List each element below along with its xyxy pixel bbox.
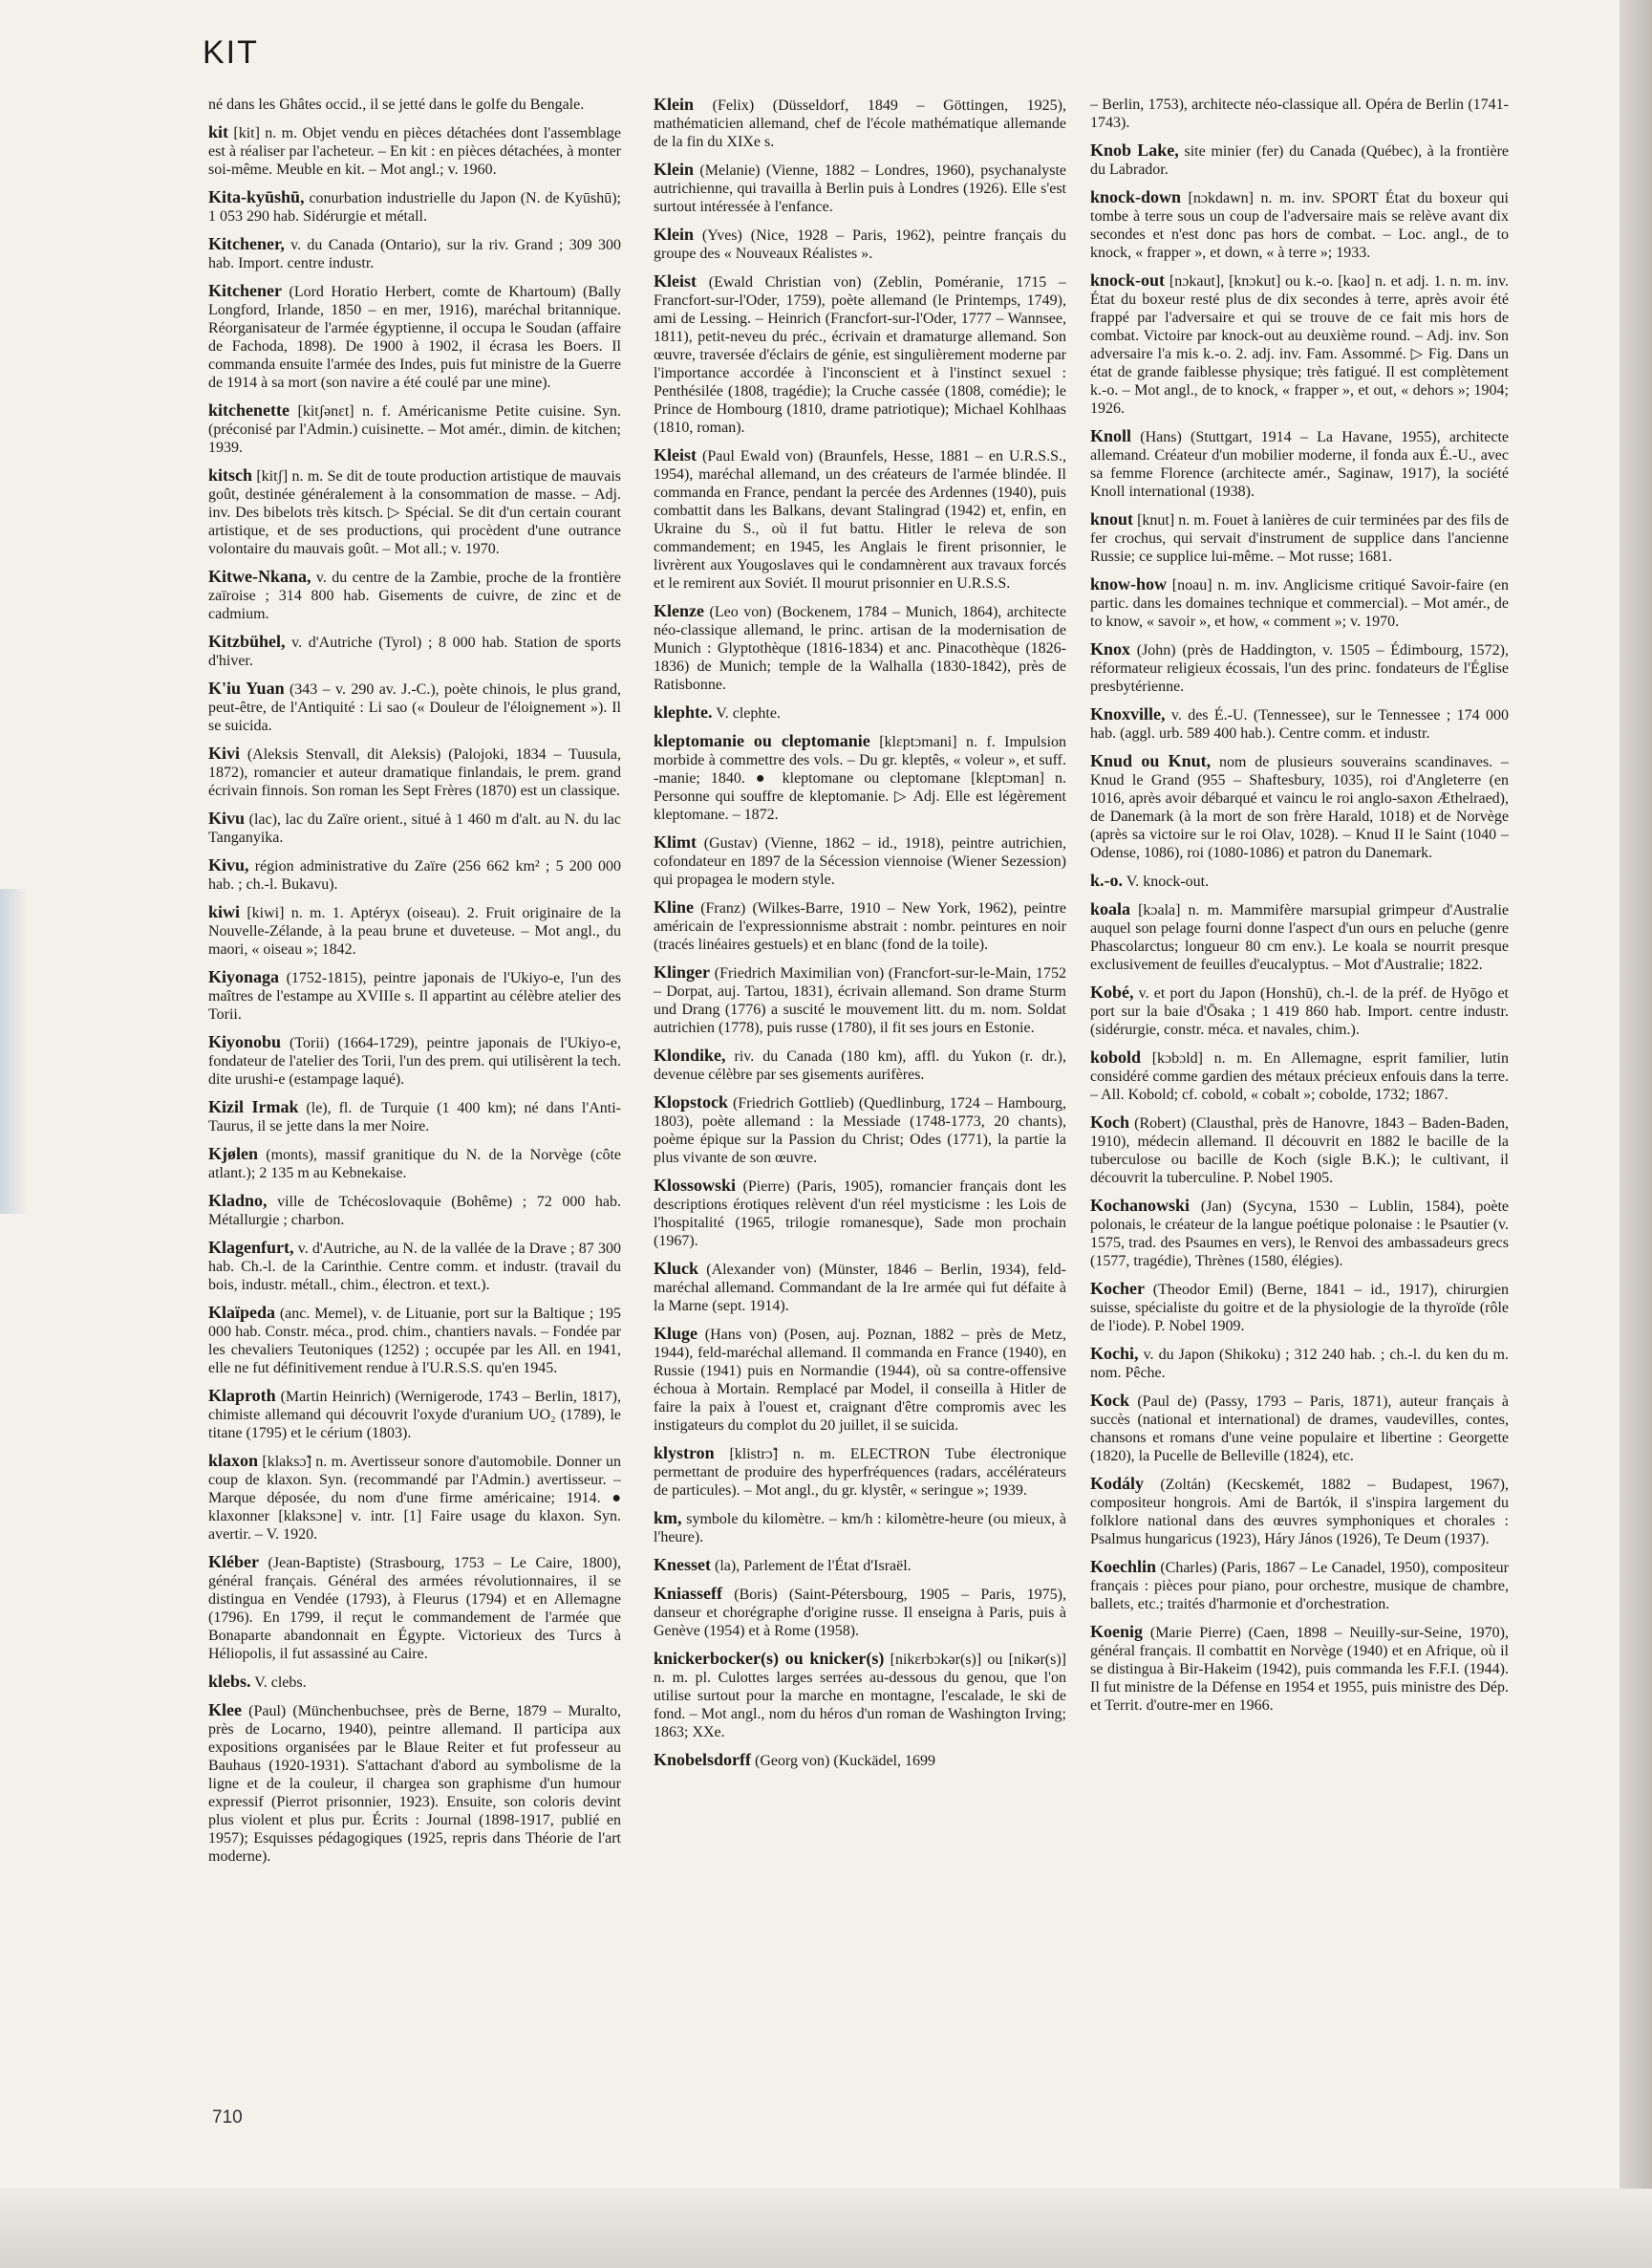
entry-text: symbole du kilomètre. – km/h : kilomètre-heure (ou mieux, à l'heure).	[654, 1511, 1066, 1545]
entry-headword: kobold	[1090, 1048, 1142, 1067]
entry-text: [kitʃ] n. m. Se dit de toute production artistique de mauvais goût, destinée généralement à la consommation de masse. – Adj. inv. Des bibelots très kitsch. ▷ Spécial. Se dit d'un certain courant artistique, et de ses productions, qui procèdent d'une outrance volontaire du mauvais goût. – Mot all.; v. 1970.	[208, 468, 621, 557]
dictionary-entry	[1090, 1048, 1509, 1104]
entry-text: V. knock-out.	[1126, 874, 1210, 890]
entry-text: région administrative du Zaïre (256 662 km² ; 5 200 000 hab. ; ch.-l. Bukavu).	[208, 858, 621, 893]
entry-headword: Kivu	[208, 809, 246, 828]
dictionary-entry	[654, 226, 1066, 263]
entry-headword: Kochanowski	[1090, 1196, 1191, 1215]
dictionary-entry	[1090, 983, 1509, 1039]
dictionary-entry	[654, 898, 1066, 954]
entry-text: v. du centre de la Zambie, proche de la frontière zaïroise ; 314 800 hab. Gisements de cuivre, de zinc et de cadmium.	[208, 570, 621, 622]
entry-text: [nɔkdawn] n. m. inv. SPORT État du boxeur qui tombe à terre sous un coup de l'adversaire mais se relève avant dix secondes et n'est donc pas hors de combat. – Loc. angl., de to knock, « frapper », et down, « à terre »; 1933.	[1090, 190, 1509, 261]
entry-text: [noau] n. m. inv. Anglicisme critiqué Savoir-faire (en partic. dans les domaines technique et commercial). – Mot amér., de to know, « savoir », et how, « comment »; v. 1970.	[1090, 577, 1509, 630]
entry-text: – Berlin, 1753), architecte néo-classique all. Opéra de Berlin (1741-1743).	[1090, 97, 1509, 131]
entry-text: (Felix) (Düsseldorf, 1849 – Göttingen, 1925), mathématicien allemand, chef de l'école mathématique allemande de la fin du XIXe s.	[654, 97, 1066, 150]
dictionary-entry	[208, 1673, 621, 1692]
dictionary-entry	[208, 96, 621, 114]
entry-text: (343 – v. 290 av. J.-C.), poète chinois, le plus grand, peut-être, de l'Antiquité : Li sao (« Douleur de l'éloignement »). Il se suicida.	[208, 681, 621, 734]
dictionary-entry	[654, 1509, 1066, 1546]
entry-text: v. d'Autriche, au N. de la vallée de la Drave ; 87 300 hab. Ch.-l. de la Carinthie. Centre comm. et industr. (travail du bois, industr. métall., chim., électron. et text.).	[208, 1241, 621, 1293]
entry-text: (John) (près de Haddington, v. 1505 – Édimbourg, 1572), réformateur religieux écossais, l'un des princ. fondateurs de l'Église presbytérienne.	[1090, 642, 1509, 695]
entry-headword: Kocher	[1090, 1279, 1145, 1298]
entry-text: v. d'Autriche (Tyrol) ; 8 000 hab. Station de sports d'hiver.	[208, 635, 621, 669]
column-1	[208, 96, 621, 2103]
entry-headword: Knoll	[1090, 426, 1132, 445]
entry-text: (Paul de) (Passy, 1793 – Paris, 1871), auteur français à succès (national et international) de drames, vaudevilles, contes, chansons et romans d'une veine populaire et libertine : Georgette (1820), la Pucelle de Belleville (1824), etc.	[1090, 1393, 1509, 1464]
entry-headword: Knobelsdorff	[654, 1750, 752, 1769]
entry-text: v. du Canada (Ontario), sur la riv. Grand ; 309 300 hab. Import. centre industr.	[208, 237, 621, 271]
entry-text: V. clebs.	[254, 1674, 307, 1691]
entry-headword: kitchenette	[208, 400, 290, 420]
entry-text: [kit] n. m. Objet vendu en pièces détachées dont l'assemblage est à réaliser par l'acheteur. – En kit : en pièces détachées, à monter soi-même. Meuble en kit. – Mot angl.; v. 1960.	[208, 125, 621, 178]
column-3	[1090, 96, 1509, 2103]
entry-headword: Klinger	[654, 962, 710, 982]
dictionary-entry	[654, 703, 1066, 723]
dictionary-entry	[208, 745, 621, 800]
dictionary-entry	[654, 1093, 1066, 1167]
entry-headword: Kladno,	[208, 1191, 268, 1210]
entry-headword: Kniasseff	[654, 1584, 722, 1603]
dictionary-entry	[654, 1325, 1066, 1435]
entry-text: nom de plusieurs souverains scandinaves. – Knud le Grand (955 – Shaftesbury, 1035), roi d'Angleterre (en 1016, après avoir débarqué et vaincu le roi anglo-saxon Æthelraed), de Danemark (à la mort de son frère Harald, 1018) et de Norvège (après sa victoire sur le roi Olav, 1028). – Knud II le Saint (1040 – Odense, 1086), roi (1080-1086) et patron du Danemark.	[1090, 754, 1509, 861]
entry-headword: Kluck	[654, 1259, 699, 1278]
entry-text: (Aleksis Stenvall, dit Aleksis) (Palojoki, 1834 – Tuusula, 1872), romancier et auteur dramatique finlandais, le prem. grand écrivain finnois. Son roman les Sept Frères (1870) est un classique.	[208, 746, 621, 799]
entry-text: v. du Japon (Shikoku) ; 312 240 hab. ; ch.-l. du ken du m. nom. Pêche.	[1090, 1347, 1509, 1381]
entry-headword: Knesset	[654, 1555, 711, 1574]
entry-headword: Kleist	[654, 445, 697, 464]
entry-headword: Knud ou Knut,	[1090, 751, 1212, 770]
entry-text: (Friedrich Maximilian von) (Francfort-sur-le-Main, 1752 – Dorpat, auj. Tartou, 1831), écrivain allemand. Son drame Sturm und Drang (1776) a suscité le mouvement litt. du m. nom. Soldat autrichien (1778), puis russe (1780), il fit ses jours en Estonie.	[654, 965, 1066, 1036]
entry-headword: K'iu Yuan	[208, 679, 285, 698]
entry-text: (monts), massif granitique du N. de la Norvège (côte atlant.); 2 135 m au Kebnekaise.	[208, 1147, 621, 1181]
entry-headword: Kivu,	[208, 855, 249, 875]
dictionary-entry	[1090, 705, 1509, 743]
entry-headword: Klondike,	[654, 1046, 726, 1065]
entry-headword: Klein	[654, 160, 695, 179]
dictionary-entry	[1090, 900, 1509, 974]
dictionary-entry	[208, 1553, 621, 1663]
entry-text: conurbation industrielle du Japon (N. de Kyūshū); 1 053 290 hab. Sidérurgie et métall.	[208, 190, 621, 225]
dictionary-entry	[1090, 1113, 1509, 1187]
entry-headword: Klagenfurt,	[208, 1238, 294, 1257]
dictionary-entry	[654, 833, 1066, 889]
entry-headword: klebs.	[208, 1672, 251, 1691]
entry-headword: Kitchener	[208, 281, 282, 300]
dictionary-entry	[208, 1452, 621, 1544]
dictionary-entry	[654, 1751, 1066, 1770]
entry-headword: Klopstock	[654, 1092, 729, 1112]
entry-headword: Kitwe-Nkana,	[208, 567, 311, 586]
entry-headword: kleptomanie ou cleptomanie	[654, 731, 870, 750]
dictionary-entry	[208, 1098, 621, 1135]
dictionary-entry	[654, 446, 1066, 593]
entry-text: [kɔala] n. m. Mammifère marsupial grimpeur d'Australie auquel son pelage fourni donne l'aspect d'un ours en peluche (genre Phascolarctus; longueur 80 cm env.). Le koala se nourrit presque exclusivement de feuilles d'eucalyptus. – Mot d'Australie; 1822.	[1090, 902, 1509, 973]
dictionary-entry	[1090, 1475, 1509, 1548]
dictionary-entry	[1090, 1558, 1509, 1613]
dictionary-entry	[1090, 271, 1509, 418]
entry-headword: k.-o.	[1090, 871, 1124, 890]
dictionary-entry	[208, 1239, 621, 1294]
entry-headword: klystron	[654, 1443, 715, 1462]
dictionary-entry	[1090, 188, 1509, 262]
entry-headword: Klossowski	[654, 1176, 737, 1195]
entry-headword: Kitzbühel,	[208, 632, 286, 651]
column-2	[654, 96, 1066, 2103]
entry-text: [knut] n. m. Fouet à lanières de cuir terminées par des fils de fer crochus, qui servait d'instrument de supplice dans l'ancienne Russie; ce supplice lui-même. – Mot russe; 1681.	[1090, 512, 1509, 565]
dictionary-entry	[208, 968, 621, 1024]
entry-text: (Boris) (Saint-Pétersbourg, 1905 – Paris, 1975), danseur et chorégraphe d'origine russe. Il enseigna à Paris, puis à Genève (1954) et à Rome (1958).	[654, 1587, 1066, 1639]
dictionary-entry	[208, 466, 621, 558]
entry-text: (Yves) (Nice, 1928 – Paris, 1962), peintre français du groupe des « Nouveaux Réalistes ».	[654, 227, 1066, 262]
dictionary-entry	[1090, 872, 1509, 891]
entry-headword: Knox	[1090, 639, 1131, 659]
entry-headword: Kjølen	[208, 1144, 258, 1163]
entry-headword: Kitchener,	[208, 234, 285, 253]
entry-headword: Kleist	[654, 271, 697, 291]
dictionary-entry	[1090, 1623, 1509, 1715]
entry-headword: Koechlin	[1090, 1557, 1157, 1576]
entry-text: (Paul) (Münchenbuchsee, près de Berne, 1879 – Muralto, près de Locarno, 1940), peintre allemand. Il participa aux expositions organisées par le Blaue Reiter et fut professeur au Bauhaus (1920-1931). S'attachant d'abord au symbolisme de la ligne et de la couleur, il chargea son graphisme d'un humour expressif (Pierrot prisonnier, 1923). Ensuite, son coloris devint plus violent et plus pur. Écrits : Journal (1898-1917, publié en 1957); Esquisses pédagogiques (1925, repris dans Théorie de l'art moderne).	[208, 1703, 621, 1865]
entry-text: (Leo von) (Bockenem, 1784 – Munich, 1864), architecte néo-classique allemand, le princ. artisan de la modernisation de Munich : Glyptothèque (1816-1834) et anc. Pinacothèque (1826-1836) de Munich; temple de la Walhalla (1830-1842), près de Ratisbonne.	[654, 604, 1066, 693]
entry-headword: klaxon	[208, 1451, 259, 1470]
entry-headword: Klenze	[654, 601, 704, 620]
entry-text: (Georg von) (Kuckädel, 1699	[755, 1753, 935, 1769]
entry-headword: Kochi,	[1090, 1344, 1139, 1363]
entry-text: [nɔkaut], [knɔkut] ou k.-o. [kao] n. et adj. 1. n. m. inv. État du boxeur resté plus de dix secondes à terre, après avoir été frappé par l'adversaire et qui se trouve de ce fait mis hors de combat. Victoire par knock-out au deuxième round. – Adj. inv. Son adversaire l'a mis k.-o. 2. adj. inv. Fam. Assommé. ▷ Fig. Dans un état de grande faiblesse physique; très fatigué. Il est complètement k.-o. – Mot angl., de to knock, « frapper », et out, « dehors »; 1904; 1926.	[1090, 273, 1509, 417]
entry-text: (Melanie) (Vienne, 1882 – Londres, 1960), psychanalyste autrichienne, qui travailla à Berlin puis à Londres (1926). Elle s'est surtout intéressée à l'enfance.	[654, 162, 1066, 215]
entry-text: (la), Parlement de l'État d'Israël.	[715, 1558, 912, 1574]
entry-headword: Koch	[1090, 1112, 1130, 1132]
dictionary-entry	[1090, 1345, 1509, 1382]
dictionary-entry	[208, 1387, 621, 1442]
entry-headword: Kiyonobu	[208, 1032, 282, 1051]
entry-headword: Kizil Irmak	[208, 1097, 299, 1116]
entry-headword: Kiyonaga	[208, 967, 280, 986]
entry-text: (1752-1815), peintre japonais de l'Ukiyo-e, l'un des maîtres de l'estampe au XVIIIe s. Il appartint au célèbre atelier des Torii.	[208, 970, 621, 1023]
entry-headword: klephte.	[654, 702, 713, 722]
dictionary-entry	[654, 1556, 1066, 1575]
dictionary-entry	[208, 568, 621, 623]
dictionary-entry	[654, 963, 1066, 1037]
entry-text: v. et port du Japon (Honshū), ch.-l. de la préf. de Hyōgo et port sur la baie d'Ōsaka ; 1 419 860 hab. Import. centre industr. (sidérurgie, constr. méca. et navales, chim.).	[1090, 985, 1509, 1038]
entry-text: (Jean-Baptiste) (Strasbourg, 1753 – Le Caire, 1800), général français. Général des armées révolutionnaires, il se distingua en Vendée (1793), à Fleurus (1794) et en Allemagne (1796). En 1799, il reçut le commandement de l'armée que Bonaparte abandonnait en Égypte. Victorieux des Turcs à Héliopolis, il fut assassiné au Caire.	[208, 1555, 621, 1662]
entry-headword: kit	[208, 122, 229, 141]
entry-text: né dans les Ghâtes occid., il se jetté dans le golfe du Bengale.	[208, 97, 585, 113]
dictionary-entry	[654, 1650, 1066, 1741]
entry-headword: Knob Lake,	[1090, 140, 1179, 160]
dictionary-entry	[654, 602, 1066, 694]
entry-headword: Kodály	[1090, 1474, 1145, 1493]
dictionary-entry	[208, 1701, 621, 1866]
dictionary-entry	[654, 1444, 1066, 1500]
dictionary-entry	[1090, 96, 1509, 132]
entry-text: (Martin Heinrich) (Wernigerode, 1743 – Berlin, 1817), chimiste allemand qui découvrit l'oxyde d'uranium UO₂ (1789), le titane (1795) et le cérium (1803).	[208, 1389, 621, 1441]
entry-headword: Klimt	[654, 832, 697, 852]
entry-text: [klaksɔ̃] n. m. Avertisseur sonore d'automobile. Donner un coup de klaxon. Syn. (recommandé par l'Admin.) avertisseur. – Marque déposée, du nom d'une firme américaine; 1914. ● klaxonner [klaksɔne] v. intr. [1] Faire usage du klaxon. Syn. avertir. – V. 1920.	[208, 1454, 621, 1543]
entry-text: [klɛptɔmani] n. f. Impulsion morbide à commettre des vols. – Du gr. kleptês, « voleur », et suff. -manie; 1840. ● kleptomane ou cleptomane [klɛptɔman] n. Personne qui souffre de kleptomanie. ▷ Adj. Elle est légèrement kleptomane. – 1872.	[654, 734, 1066, 823]
entry-text: [nikɛrbɔkər(s)] ou [nikər(s)] n. m. pl. Culottes larges serrées au-dessous du genou, que l'on utilise surtout pour la marche en montagne, l'escalade, le ski de fond. – Mot angl., nom du héros d'un roman de Washington Irving; 1863; XXe.	[654, 1652, 1066, 1740]
dictionary-entry	[208, 633, 621, 670]
entry-text: (Pierre) (Paris, 1905), romancier français dont les descriptions érotiques relèvent d'un réel mysticisme : les Lois de l'hospitalité (1965, trilogie romanesque), Sade mon prochain (1967).	[654, 1178, 1066, 1249]
entry-text: (le), fl. de Turquie (1 400 km); né dans l'Anti-Taurus, il se jette dans la mer Noire.	[208, 1100, 621, 1134]
dictionary-entry	[654, 1260, 1066, 1315]
entry-headword: Kobé,	[1090, 983, 1134, 1002]
dictionary-entry	[1090, 640, 1509, 696]
entry-headword: koala	[1090, 899, 1131, 918]
entry-headword: knout	[1090, 509, 1134, 529]
entry-headword: Klein	[654, 96, 695, 114]
entry-headword: Koenig	[1090, 1622, 1144, 1641]
dictionary-entry	[208, 680, 621, 735]
entry-text: ville de Tchécoslovaquie (Bohême) ; 72 000 hab. Métallurgie ; charbon.	[208, 1194, 621, 1228]
entry-headword: Kivi	[208, 744, 241, 763]
dictionary-entry	[1090, 575, 1509, 631]
entry-headword: Klaproth	[208, 1386, 276, 1405]
entry-headword: kitsch	[208, 465, 253, 485]
dictionary-entry	[208, 282, 621, 392]
entry-text: (Lord Horatio Herbert, comte de Khartoum) (Bally Longford, Irlande, 1850 – en mer, 1916), maréchal britannique. Réorganisateur de l'armée égyptienne, il occupa le Soudan (affaire de Fachoda, 1898). De 1900 à 1902, il écrasa les Boers. Il commanda ensuite l'armée des Indes, puis fut ministre de la Guerre de 1914 à sa mort (son navire a été coulé par une mine).	[208, 284, 621, 391]
entry-text: (Alexander von) (Münster, 1846 – Berlin, 1934), feld-maréchal allemand. Commandant de la Ire armée qui fut défaite à la Marne (sept. 1914).	[654, 1262, 1066, 1314]
dictionary-entry	[1090, 1392, 1509, 1465]
dictionary-entry	[208, 1192, 621, 1229]
dictionary-entry	[1090, 510, 1509, 566]
dictionary-entry	[654, 1177, 1066, 1250]
entry-headword: knock-out	[1090, 270, 1166, 290]
dictionary-entry	[208, 401, 621, 457]
entry-headword: Kluge	[654, 1324, 698, 1343]
entry-text: (Zoltán) (Kecskemét, 1882 – Budapest, 1967), compositeur hongrois. Ami de Bartók, il s'inspira largement du folklore national dans des œuvres symphoniques et chorales : Psalmus hungaricus (1923), Háry János (1926), Te Deum (1937).	[1090, 1477, 1509, 1547]
dictionary-entry	[208, 1033, 621, 1089]
entry-headword: know-how	[1090, 574, 1168, 594]
entry-text: (Franz) (Wilkes-Barre, 1910 – New York, 1962), peintre américain de l'expressionnisme abstrait : nombr. peintures en noir (tracés linéaires gestuels) et en blanc (fond de la toile).	[654, 900, 1066, 953]
entry-text: [kɔbɔld] n. m. En Allemagne, esprit familier, lutin considéré comme gardien des métaux précieux enfouis dans la terre. – All. Kobold; cf. cobold, « cobalt »; cobolde, 1732; 1867.	[1090, 1050, 1509, 1103]
entry-text: V. clephte.	[716, 705, 781, 722]
paper-edge-right	[1620, 0, 1652, 2268]
entry-headword: Kock	[1090, 1391, 1130, 1410]
dictionary-entry	[654, 732, 1066, 824]
dictionary-entry	[208, 235, 621, 272]
entry-text: (Ewald Christian von) (Zeblin, Poméranie, 1715 – Francfort-sur-l'Oder, 1759), poète allemand (le Printemps, 1749), ami de Lessing. – Heinrich (Francfort-sur-l'Oder, 1777 – Wannsee, 1811), petit-neveu du préc., écrivain et dramaturge allemand. Son œuvre, traversée d'éclairs de génie, est singulièrement moderne par l'importance accordée à l'inconscient et à l'instinct sexuel : Penthésilée (1808, tragédie); la Cruche cassée (1808, comédie); le Prince de Hombourg (1810, drame patriotique); Michael Kohlhaas (1810, roman).	[654, 274, 1066, 436]
entry-headword: knickerbocker(s) ou knicker(s)	[654, 1649, 885, 1668]
entry-headword: knock-down	[1090, 187, 1182, 206]
entry-text: (Jan) (Sycyna, 1530 – Lublin, 1584), poète polonais, le créateur de la langue poétique polonaise : le Psautier (v. 1575, trad. des Psaumes en vers), le Renvoi des ambassadeurs grecs (1577, tragédie), Thrènes (1580, élégies).	[1090, 1199, 1509, 1269]
scan-shadow	[0, 889, 29, 1214]
entry-text: v. des É.-U. (Tennessee), sur le Tennessee ; 174 000 hab. (aggl. urb. 589 400 hab.). Centre comm. et industr.	[1090, 707, 1509, 742]
entry-headword: km,	[654, 1508, 682, 1527]
dictionary-entry	[1090, 1197, 1509, 1270]
entry-headword: kiwi	[208, 902, 241, 921]
dictionary-entry	[654, 96, 1066, 151]
dictionary-entry	[208, 1304, 621, 1377]
entry-headword: Kita-kyūshū,	[208, 187, 305, 206]
dictionary-entry	[1090, 1280, 1509, 1335]
dictionary-entry	[1090, 427, 1509, 501]
dictionary-entry	[654, 1047, 1066, 1084]
paper-edge-bottom	[0, 2189, 1652, 2268]
entry-text: [kitʃənɛt] n. f. Américanisme Petite cuisine. Syn. (préconisé par l'Admin.) cuisinette. – Mot amér., dimin. de kitchen; 1939.	[208, 403, 621, 456]
entry-text: (Paul Ewald von) (Braunfels, Hesse, 1881 – en U.R.S.S., 1954), maréchal allemand, un des créateurs de l'armée blindée. Il commanda en France, pendant la percée des Ardennes (1940), puis combattit dans les Balkans, devant Stalingrad (1942) et, enfin, en Ukraine du S., où il fut battu. Hitler le releva de son commandement; en 1945, les Anglais le firent prisonnier, le livrèrent aux Yougoslaves qui le condamnèrent aux travaux forcés et le remirent aux Soviét. Il mourut prisonnier en U.R.S.S.	[654, 448, 1066, 592]
dictionary-entry	[208, 1145, 621, 1182]
dictionary-entry	[208, 188, 621, 226]
dictionary-entry	[208, 903, 621, 959]
dictionary-entry	[208, 123, 621, 179]
entry-text: riv. du Canada (180 km), affl. du Yukon (r. dr.), devenue célèbre par ses gisements aurifères.	[654, 1048, 1066, 1083]
entry-text: (Theodor Emil) (Berne, 1841 – id., 1917), chirurgien suisse, spécialiste du goitre et de la physiologie de la thyroïde (rôle de l'iode). P. Nobel 1909.	[1090, 1282, 1509, 1334]
entry-text: (Hans von) (Posen, auj. Poznan, 1882 – près de Metz, 1944), feld-maréchal allemand. Il commanda en France (1940), en Russie (1941) puis en Normandie (1944), où sa contre-offensive échoua à Mortain. Remplacé par Model, il conseilla à Hitler de faire la paix à l'ouest et, craignant d'être compromis avec les instigateurs du complot du 20 juillet, il se suicida.	[654, 1327, 1066, 1434]
entry-text: (Gustav) (Vienne, 1862 – id., 1918), peintre autrichien, cofondateur en 1897 de la Sécession viennoise (Wiener Sezession) qui propagea le modern style.	[654, 835, 1066, 888]
running-head: KIT	[203, 34, 259, 71]
dictionary-entry	[1090, 141, 1509, 179]
entry-headword: Klee	[208, 1700, 242, 1719]
entry-text: (Friedrich Gottlieb) (Quedlinburg, 1724 – Hambourg, 1803), poète allemand : la Messiade (1748-1773, 20 chants), poème épique sur la Passion du Christ; Odes (1771), la partie la plus vivante de son œuvre.	[654, 1095, 1066, 1166]
dictionary-entry	[208, 810, 621, 847]
dictionary-entry	[654, 272, 1066, 437]
dictionary-entry	[208, 856, 621, 894]
entry-text: site minier (fer) du Canada (Québec), à la frontière du Labrador.	[1090, 143, 1509, 178]
entry-text: [kiwi] n. m. 1. Aptéryx (oiseau). 2. Fruit originaire de la Nouvelle-Zélande, à la peau brune et duveteuse. – Mot angl., du maori, « oiseau »; 1842.	[208, 905, 621, 958]
dictionary-entry	[654, 161, 1066, 216]
entry-headword: Kline	[654, 897, 695, 917]
entry-text: (anc. Memel), v. de Lituanie, port sur la Baltique ; 195 000 hab. Constr. méca., prod. chim., chantiers navals. – Fondée par les chevaliers Teutoniques (1252) ; occupée par les All. en 1941, elle ne fut définitivement rendue à l'U.R.S.S. qu'en 1945.	[208, 1306, 621, 1376]
entry-text: (Hans) (Stuttgart, 1914 – La Havane, 1955), architecte allemand. Créateur d'un mobilier moderne, il fonda aux É.-U., avec sa femme Florence (architecte amér., Saginaw, 1917), la société Knoll international (1938).	[1090, 429, 1509, 500]
entry-text: [klistrɔ̃] n. m. ELECTRON Tube électronique permettant de produire des hyperfréquences (radars, accélérateurs de particules). – Mot angl., du gr. klystêr, « seringue »; 1939.	[654, 1446, 1066, 1499]
entry-text: (Robert) (Clausthal, près de Hanovre, 1843 – Baden-Baden, 1910), médecin allemand. Il découvrit en 1882 le bacille de la tuberculose ou bacille de Koch (sigle B.K.); le cultivant, il découvrit la tuberculine. P. Nobel 1905.	[1090, 1115, 1509, 1186]
entry-headword: Klaïpeda	[208, 1303, 276, 1322]
dictionary-entry	[654, 1585, 1066, 1640]
dictionary-entry	[1090, 752, 1509, 862]
entry-text: (lac), lac du Zaïre orient., situé à 1 460 m d'alt. au N. du lac Tanganyika.	[208, 811, 621, 846]
page-number: 710	[212, 2107, 243, 2128]
entry-text: (Marie Pierre) (Caen, 1898 – Neuilly-sur-Seine, 1970), général français. Il combattit en Norvège (1940) et en Afrique, où il se distingua à Bir-Hakeim (1942), puis commanda les F.F.I. (1944). Il fut ministre de la Défense en 1954 et 1955, puis ministre des Dép. et Territ. d'outre-mer en 1966.	[1090, 1625, 1509, 1714]
entry-text: (Charles) (Paris, 1867 – Le Canadel, 1950), compositeur français : pièces pour piano, pour orchestre, musique de chambre, ballets, etc.; traités d'harmonie et d'orchestration.	[1090, 1560, 1509, 1612]
entry-headword: Knoxville,	[1090, 704, 1166, 724]
entry-headword: Kléber	[208, 1552, 259, 1571]
entry-headword: Klein	[654, 225, 695, 244]
entry-text: (Torii) (1664-1729), peintre japonais de l'Ukiyo-e, fondateur de l'atelier des Torii, l'un des prem. qui utilisèrent la tech. dite urushi-e (estampage laqué).	[208, 1035, 621, 1088]
